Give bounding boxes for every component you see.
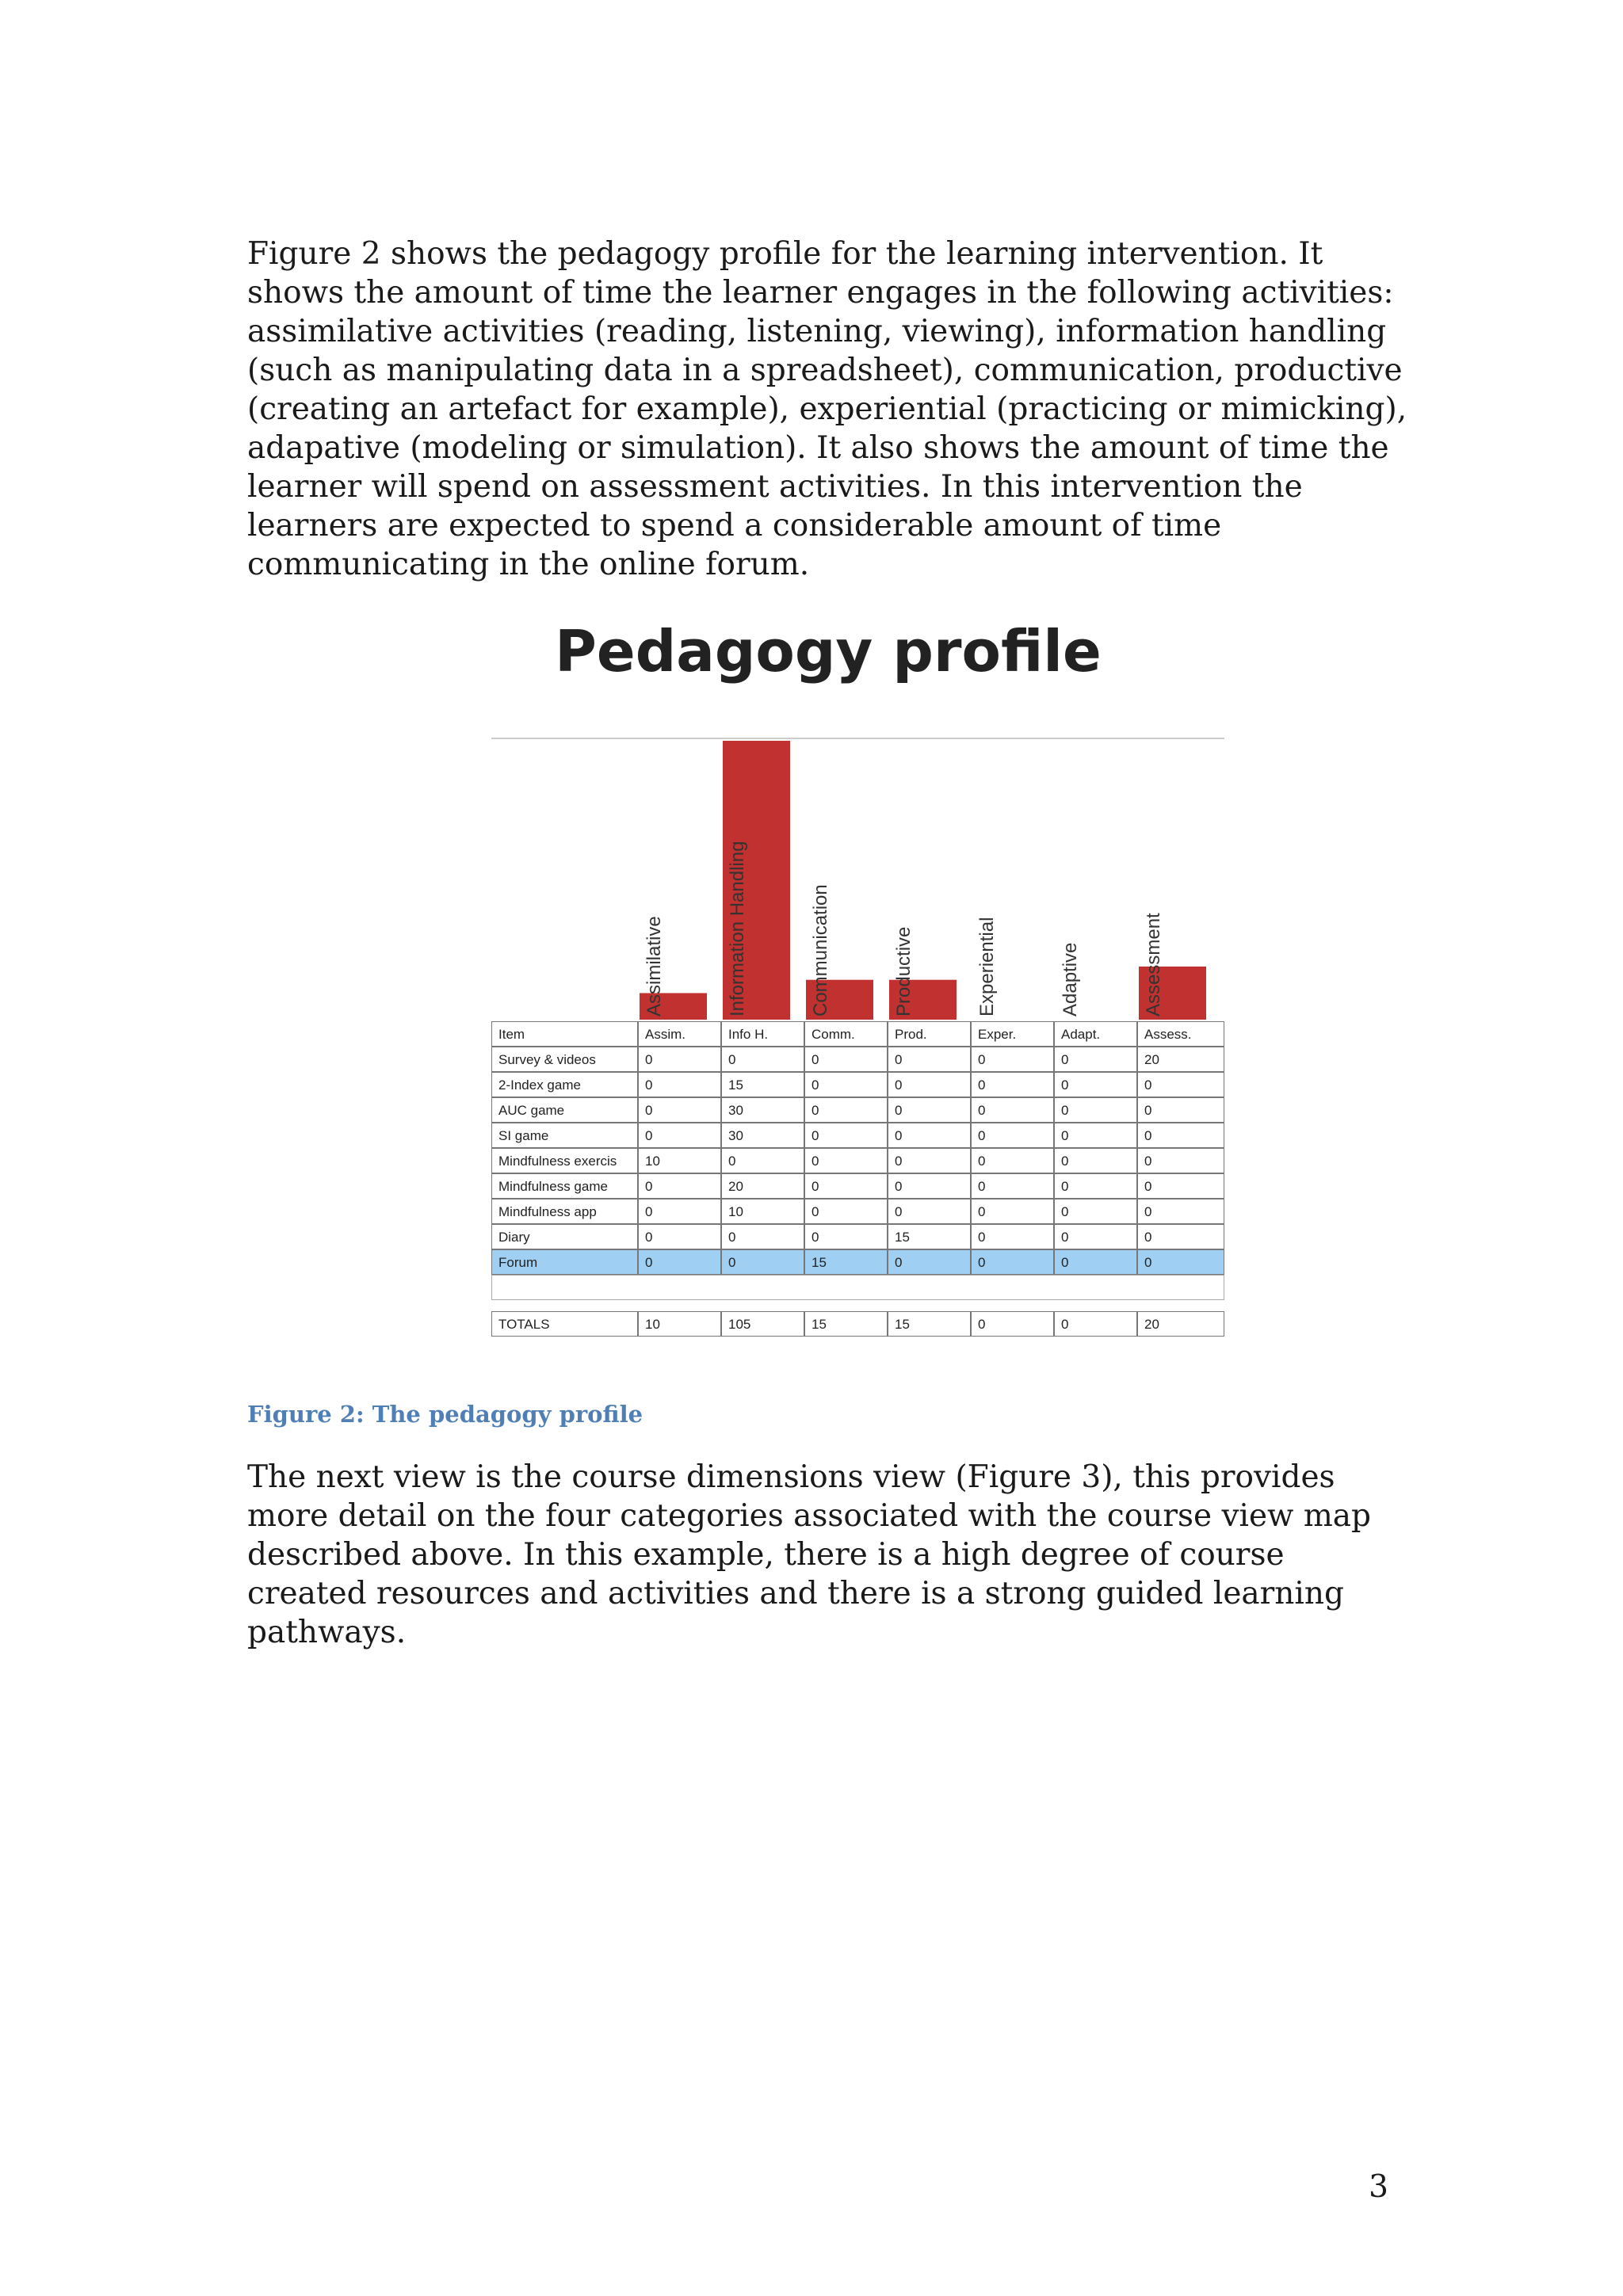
- table-cell: 2-Index game: [491, 1072, 638, 1097]
- table-cell: 0: [638, 1224, 721, 1249]
- table-cell: 15: [721, 1072, 804, 1097]
- table-cell: Mindfulness game: [491, 1173, 638, 1199]
- table-cell: 0: [1137, 1224, 1224, 1249]
- table-totals-row: [491, 1311, 1224, 1337]
- table-cell: Exper.: [971, 1021, 1054, 1047]
- table-cell: TOTALS: [491, 1311, 638, 1337]
- table-cell: 0: [1137, 1199, 1224, 1224]
- table-cell: 0: [971, 1148, 1054, 1173]
- table-cell: 0: [1137, 1097, 1224, 1123]
- table-row: [491, 1047, 1224, 1072]
- table-cell: 0: [971, 1072, 1054, 1097]
- table-row: [491, 1097, 1224, 1123]
- table-row: [491, 1173, 1224, 1199]
- table-cell: 0: [1137, 1249, 1224, 1275]
- table-cell: Forum: [491, 1249, 638, 1275]
- table-cell: AUC game: [491, 1097, 638, 1123]
- table-cell: 0: [888, 1173, 971, 1199]
- table-cell: 0: [804, 1097, 888, 1123]
- table-cell: 0: [1054, 1123, 1137, 1148]
- table-cell: 0: [1054, 1249, 1137, 1275]
- table-cell: 0: [1137, 1173, 1224, 1199]
- table-cell: 0: [1054, 1148, 1137, 1173]
- table-cell: Assim.: [638, 1021, 721, 1047]
- table-cell: 0: [1054, 1173, 1137, 1199]
- table-cell: 0: [888, 1047, 971, 1072]
- intro-paragraph: Figure 2 shows the pedagogy profile for the learning intervention. It shows the amount of time the learner engages in the following activities: assimilative activities (reading, listening, viewing), information handling (such as manipulating data in a spreadsheet), communication, productive (creating an artefact for example), experiential (practicing or mimicking), adapative (modeling or simulation). It also shows the amount of time the learner will spend on assessment activities. In this intervention the learners are expected to spend a considerable amount of time communicating in the online forum.: [247, 236, 1407, 582]
- table-cell: 0: [888, 1249, 971, 1275]
- table-cell: 0: [804, 1173, 888, 1199]
- chart-title: Pedagogy profile: [555, 618, 1102, 685]
- category-label-information-handling: Information Handling: [727, 841, 748, 1016]
- table-cell: 30: [721, 1123, 804, 1148]
- table-cell: 0: [721, 1047, 804, 1072]
- table-cell: 0: [888, 1148, 971, 1173]
- table-cell: 0: [888, 1123, 971, 1148]
- table-cell: Item: [491, 1021, 638, 1047]
- table-cell: 30: [721, 1097, 804, 1123]
- table-cell: 0: [638, 1123, 721, 1148]
- category-label-communication: Communication: [810, 884, 831, 1016]
- category-label-assessment: Assessment: [1143, 913, 1164, 1016]
- table-cell: 0: [971, 1199, 1054, 1224]
- pedagogy-profile-figure: [491, 602, 1236, 1363]
- category-label-assimilative: Assimilative: [643, 916, 665, 1016]
- table-cell: 0: [721, 1249, 804, 1275]
- table-cell: 0: [804, 1072, 888, 1097]
- table-row: [491, 1148, 1224, 1173]
- table-cell: 0: [638, 1097, 721, 1123]
- table-blank-row: [491, 1275, 1224, 1300]
- table-cell: 15: [804, 1249, 888, 1275]
- table-cell: 0: [888, 1097, 971, 1123]
- table-row: [491, 1249, 1224, 1275]
- category-label-productive: Productive: [893, 926, 915, 1016]
- table-cell: 0: [1054, 1199, 1137, 1224]
- table-cell: 0: [971, 1311, 1054, 1337]
- table-row: [491, 1072, 1224, 1097]
- table-cell: 15: [888, 1311, 971, 1337]
- table-cell: 0: [638, 1047, 721, 1072]
- table-cell: 0: [971, 1249, 1054, 1275]
- table-cell: 0: [1137, 1148, 1224, 1173]
- table-header: [491, 1021, 1224, 1047]
- table-cell: 0: [804, 1148, 888, 1173]
- table-cell: Survey & videos: [491, 1047, 638, 1072]
- table-cell: 0: [1137, 1072, 1224, 1097]
- table-row: [491, 1199, 1224, 1224]
- table-cell: Info H.: [721, 1021, 804, 1047]
- table-cell: 0: [1054, 1072, 1137, 1097]
- table-cell: 0: [638, 1173, 721, 1199]
- table-cell: 0: [1054, 1311, 1137, 1337]
- table-cell: 0: [1054, 1224, 1137, 1249]
- table-cell: 10: [638, 1311, 721, 1337]
- table-cell: 0: [1054, 1097, 1137, 1123]
- table-cell: 0: [804, 1224, 888, 1249]
- table-cell: 0: [721, 1148, 804, 1173]
- table-row: [491, 1224, 1224, 1249]
- table-cell: 0: [721, 1224, 804, 1249]
- category-label-adaptive: Adaptive: [1060, 942, 1081, 1016]
- table-cell: Mindfulness exercis: [491, 1148, 638, 1173]
- category-label-experiential: Experiential: [976, 917, 998, 1016]
- table-cell: Adapt.: [1054, 1021, 1137, 1047]
- table-cell: 15: [804, 1311, 888, 1337]
- table-cell: 0: [638, 1072, 721, 1097]
- table-cell: 20: [1137, 1311, 1224, 1337]
- course-dimensions-paragraph: The next view is the course dimensions view (Figure 3), this provides more detail on the four categories associated with the course view map described above. In this example, there is a high degree of course created resources and activities and there is a strong guided learning pathways.: [247, 1459, 1372, 1650]
- table-cell: Comm.: [804, 1021, 888, 1047]
- table-cell: 0: [804, 1199, 888, 1224]
- table-cell: 0: [888, 1199, 971, 1224]
- table-cell: 105: [721, 1311, 804, 1337]
- table-cell: SI game: [491, 1123, 638, 1148]
- table-cell: Mindfulness app: [491, 1199, 638, 1224]
- table-row: [491, 1123, 1224, 1148]
- figure-caption: Figure 2: The pedagogy profile: [247, 1401, 643, 1428]
- page-number: 3: [1369, 2169, 1388, 2205]
- table-cell: Diary: [491, 1224, 638, 1249]
- table-cell: 10: [721, 1199, 804, 1224]
- table-cell: 0: [638, 1199, 721, 1224]
- table-cell: 10: [638, 1148, 721, 1173]
- table-cell: 0: [971, 1047, 1054, 1072]
- table-cell: 0: [971, 1097, 1054, 1123]
- table-cell: 0: [971, 1173, 1054, 1199]
- table-cell: 0: [1137, 1123, 1224, 1148]
- table-cell: Assess.: [1137, 1021, 1224, 1047]
- table-cell: 0: [1054, 1047, 1137, 1072]
- table-cell: 0: [971, 1123, 1054, 1148]
- table-cell: 0: [804, 1123, 888, 1148]
- table-cell: 0: [638, 1249, 721, 1275]
- table-cell: 20: [1137, 1047, 1224, 1072]
- table-cell: 0: [804, 1047, 888, 1072]
- table-cell: 15: [888, 1224, 971, 1249]
- table-cell: 0: [971, 1224, 1054, 1249]
- table-cell: 0: [888, 1072, 971, 1097]
- table-cell: 20: [721, 1173, 804, 1199]
- table-cell: Prod.: [888, 1021, 971, 1047]
